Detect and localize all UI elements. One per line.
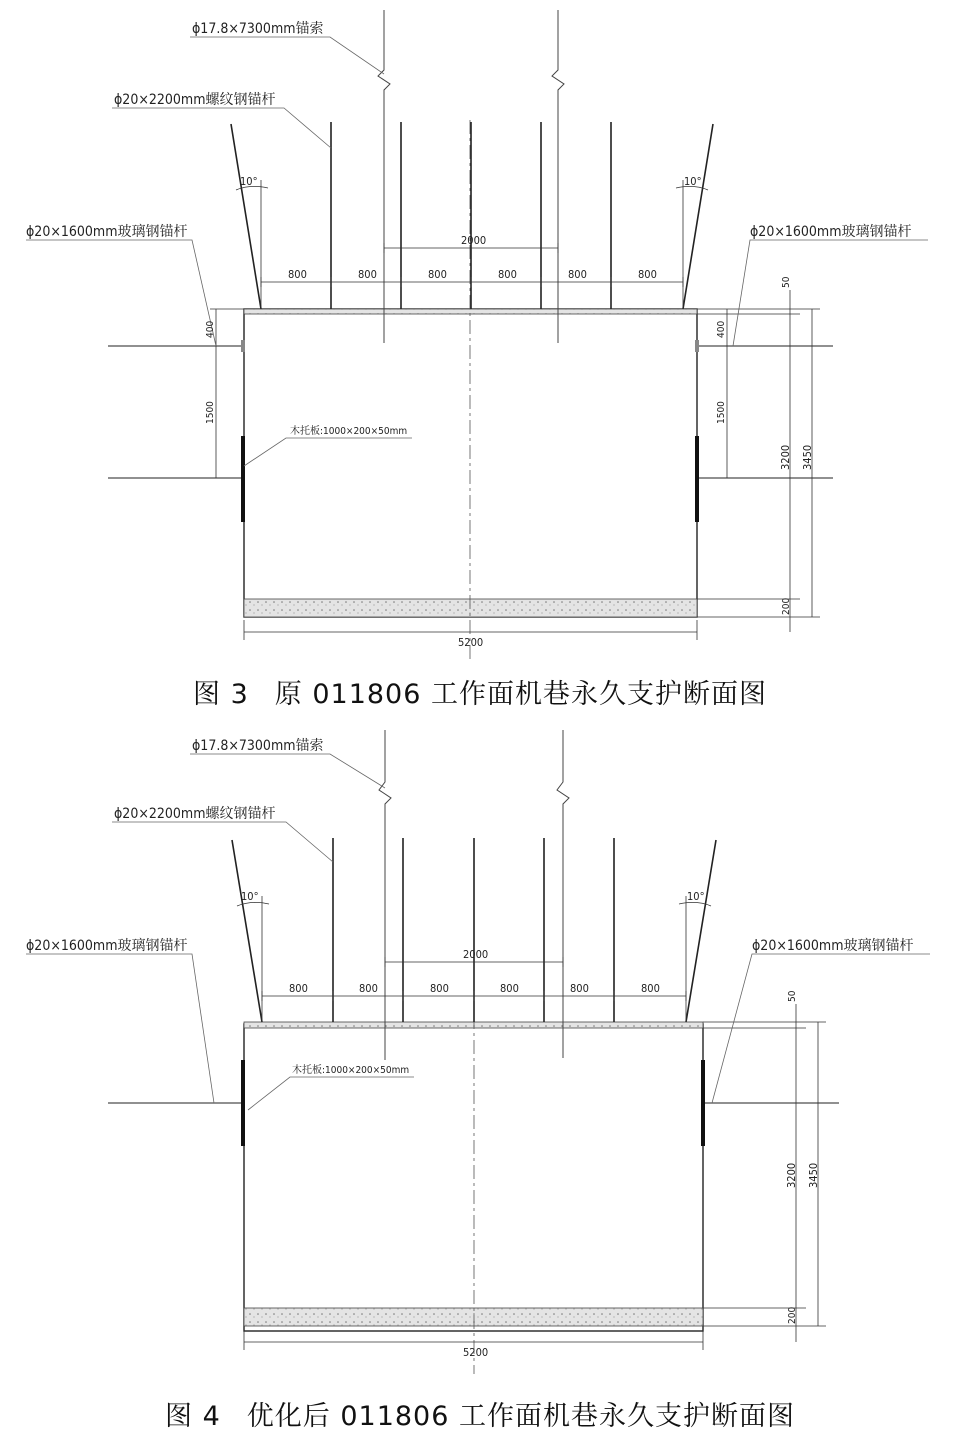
bolt-spacing-label: 800 <box>498 268 517 281</box>
roof-layer <box>244 309 697 314</box>
height-net-label: 3200 <box>779 444 792 470</box>
rebar-bolt-label: ϕ20×2200mm螺纹钢锚杆 <box>114 806 276 822</box>
cable-left <box>378 10 390 343</box>
rebar-bolt-label: ϕ20×2200mm螺纹钢锚杆 <box>114 92 276 108</box>
figure-3-caption <box>0 672 960 711</box>
cable-left <box>379 730 391 1060</box>
roof-top-label: 50 <box>787 990 798 1002</box>
cable-right <box>557 730 569 1058</box>
angled-bolt-left <box>232 840 262 1022</box>
side-top-left-label: 400 <box>205 320 216 338</box>
figure-3-drawing <box>0 0 960 670</box>
bolt-spacing-label: 800 <box>570 982 589 995</box>
angle-right-label: 10° <box>684 175 702 188</box>
bolt-spacing-label: 800 <box>638 268 657 281</box>
figure-4 <box>0 720 960 1440</box>
angled-bolt-right <box>686 840 716 1022</box>
width-label: 5200 <box>458 636 484 649</box>
height-total-label: 3450 <box>801 444 814 470</box>
bolt-spacing-label: 800 <box>500 982 519 995</box>
bolt-spacing-label: 800 <box>359 982 378 995</box>
gfrp-bolt-right-label: ϕ20×1600mm玻璃钢锚杆 <box>750 224 912 240</box>
side-mid-right-label: 1500 <box>716 401 727 424</box>
figure-4-number: 图 4 <box>165 1401 221 1432</box>
bolt-spacing-label: 800 <box>358 268 377 281</box>
width-label: 5200 <box>463 1346 489 1359</box>
floor-label: 200 <box>787 1306 798 1324</box>
side-dimensions <box>210 309 727 478</box>
gfrp-bolt-left-label: ϕ20×1600mm玻璃钢锚杆 <box>26 938 188 954</box>
bolt-spacing-label: 800 <box>289 982 308 995</box>
wood-plate-label: 木托板:1000×200×50mm <box>292 1065 410 1076</box>
angle-left-label: 10° <box>240 175 258 188</box>
figure-3-title: 原 011806 工作面机巷永久支护断面图 <box>274 679 767 710</box>
floor-label: 200 <box>781 597 792 615</box>
angle-left-label: 10° <box>241 890 259 903</box>
gfrp-bolt-left-label: ϕ20×1600mm玻璃钢锚杆 <box>26 224 188 240</box>
roadway-outline <box>244 309 697 617</box>
side-mid-left-label: 1500 <box>205 401 216 424</box>
floor-layer <box>244 599 697 617</box>
wood-plate-label: 木托板:1000×200×50mm <box>290 426 408 437</box>
bolt-spacing-label: 800 <box>430 982 449 995</box>
height-total-label: 3450 <box>807 1162 820 1188</box>
side-top-right-label: 400 <box>716 320 727 338</box>
angle-right-label: 10° <box>687 890 705 903</box>
bolt-spacing-label: 800 <box>288 268 307 281</box>
figure-3-number: 图 3 <box>193 679 249 710</box>
cable-right <box>552 10 564 343</box>
gfrp-bolt-right-label: ϕ20×1600mm玻璃钢锚杆 <box>752 938 914 954</box>
bolt-spacing-label: 800 <box>428 268 447 281</box>
figure-4-drawing <box>0 720 960 1390</box>
cable-spacing-label: 2000 <box>461 234 487 247</box>
figure-4-title: 优化后 011806 工作面机巷永久支护断面图 <box>246 1401 795 1432</box>
cable-label: ϕ17.8×7300mm锚索 <box>192 21 324 37</box>
bolt-spacing-label: 800 <box>641 982 660 995</box>
angled-bolt-left <box>231 124 261 309</box>
height-net-label: 3200 <box>785 1162 798 1188</box>
cable-spacing-label: 2000 <box>463 948 489 961</box>
cable-label: ϕ17.8×7300mm锚索 <box>192 738 324 754</box>
spacing-dimension <box>261 243 683 287</box>
roof-layer <box>244 1022 703 1028</box>
bolt-spacing-label: 800 <box>568 268 587 281</box>
figure-4-caption <box>0 1394 960 1433</box>
roof-top-label: 50 <box>781 276 792 288</box>
angled-bolt-right <box>683 124 713 309</box>
floor-layer <box>244 1308 703 1326</box>
